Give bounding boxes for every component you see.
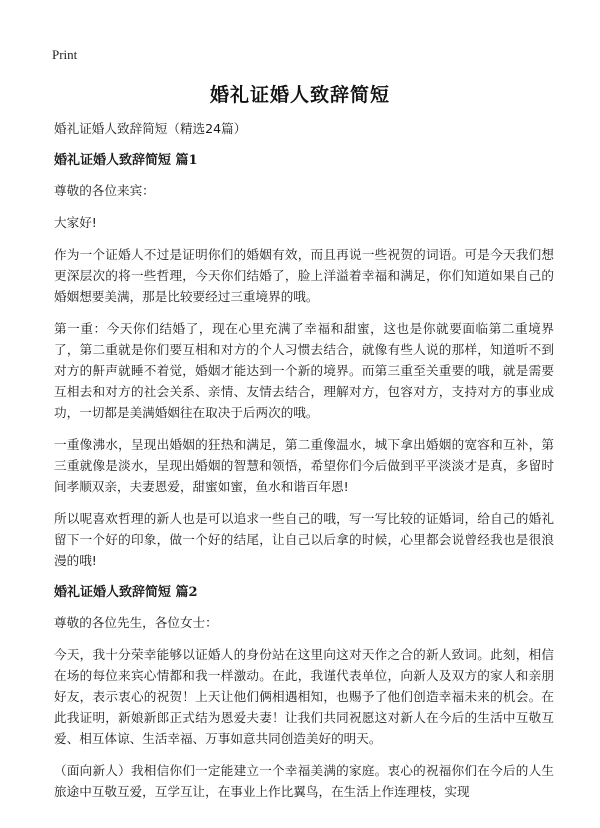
document-body [54,118,554,813]
paragraph: 一重像沸水，呈现出婚姻的狂热和满足，第二重像温水，城下拿出婚姻的宽容和互补，第三重就像是淡水，呈现出婚姻的智慧和领悟，希望你们今后做到平平淡淡才是真，多留时间孝顺双亲，夫妻恩爱，甜蜜如蜜，鱼水和谐百年恩! [54,437,554,494]
paragraph: 作为一个证婚人不过是证明你们的婚姻有效，而且再说一些祝贺的词语。可是今天我们想更深层次的将一些哲理，今天你们结婚了，脸上洋溢着幸福和满足，你们知道如果自己的婚姻想要美满，那是比较要经过三重境界的哦。 [54,247,554,304]
paragraph: 今天，我十分荣幸能够以证婚人的身份站在这里向这对天作之合的新人致词。此刻，相信在场的每位来宾心情都和我一样激动。在此，我谨代表单位，向新人及双方的家人和亲朋好友，表示衷心的祝贺！上天让他们俩相遇相知，也赐予了他们创造幸福未来的机会。在此我证明，新娘新郎正式结为恩爱夫妻！让我们共同祝愿这对新人在今后的生活中互敬互爱、相互体谅、生活幸福、万事如意共同创造美好的明天。 [54,647,554,746]
section-heading: 婚礼证婚人致辞简短 篇2 [54,585,198,600]
section-2 [54,582,554,802]
section-1 [54,150,554,571]
paragraph: 尊敬的各位来宾： [54,183,155,198]
paragraph: 第一重：今天你们结婚了，现在心里充满了幸福和甜蜜，这也是你就要面临第二重境界了，第二重就是你们要互相和对方的个人习惯去结合，就像有些人说的那样，知道听不到对方的鼾声就睡不着觉，婚姻才能达到一个新的境界。而第三重至关重要的哦，就是需要互相去和对方的社会关系、亲情、友情去结合，理解对方，包容对方，支持对方的事业成功，一切都是美满婚姻往在取决于后两次的哦。 [54,321,554,420]
document-title: 婚礼证婚人致辞简短 [209,84,390,106]
document-subtitle: 婚礼证婚人致辞简短（精选24篇） [54,121,247,136]
section-heading: 婚礼证婚人致辞简短 篇1 [54,153,198,168]
paragraph: 尊敬的各位先生，各位女士： [54,615,218,630]
print-label: Print [52,47,78,62]
paragraph: 大家好! [54,215,97,230]
paragraph: （面向新人）我相信你们一定能建立一个幸福美满的家庭。衷心的祝福你们在今后的人生旅途中互敬互爱，互学互让，在事业上作比翼鸟，在生活上作连理枝，实现 [54,763,554,799]
paragraph: 所以呢喜欢哲理的新人也是可以追求一些自己的哦，写一写比较的证婚词，给自己的婚礼留下一个好的印象，做一个好的结尾，让自己以后拿的时候，心里都会说曾经我也是很浪漫的哦! [54,511,554,568]
